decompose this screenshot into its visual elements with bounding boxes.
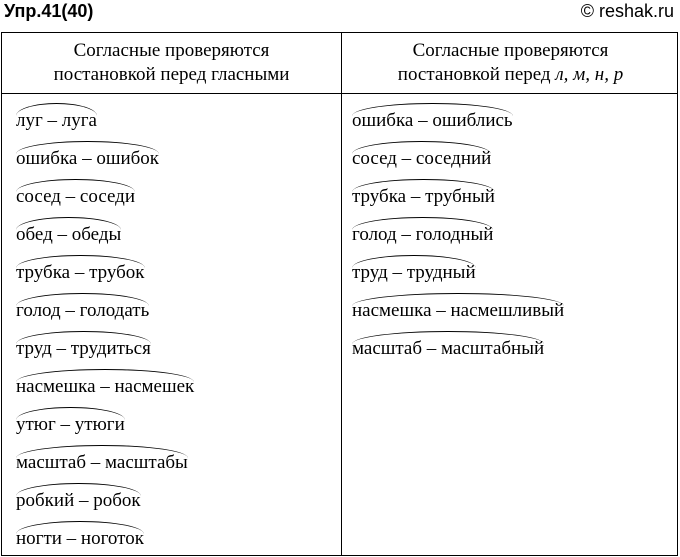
word-pair-row [16, 101, 194, 139]
word-pair-text: голод – голодать [16, 300, 150, 321]
source-watermark: © reshak.ru [580, 1, 674, 21]
word-pair-row [16, 291, 194, 329]
word-pair-row [16, 253, 194, 291]
word-pair-text: ошибка – ошибок [16, 148, 160, 169]
word-pair-row [352, 215, 564, 253]
word-pair-text: сосед – соседи [16, 186, 136, 207]
left-heading-line2: постановкой перед гласными [53, 64, 290, 85]
word-pair-text: обед – обеды [16, 224, 122, 245]
word-pair-text: луг – луга [16, 110, 97, 131]
word-pair-text: масштаб – масштабный [352, 338, 545, 359]
right-column-heading [342, 39, 679, 89]
word-pair-row [352, 253, 564, 291]
right-heading-letters: л, м, н, р [555, 64, 624, 85]
word-pair-text: трубка – трубок [16, 262, 145, 283]
word-pair-row [16, 443, 194, 481]
word-pair-row [352, 101, 564, 139]
column-divider [341, 33, 342, 555]
exercise-title: Упр.41(40) [4, 1, 94, 21]
header-divider [2, 93, 677, 94]
word-pair-row [16, 405, 194, 443]
spelling-table [1, 32, 678, 556]
word-pair-text: сосед – соседний [352, 148, 492, 169]
word-pair-row [16, 481, 194, 519]
word-pair-row [352, 329, 564, 367]
word-pair-row [352, 291, 564, 329]
word-pair-text: насмешка – насмешек [16, 376, 195, 397]
word-pair-row [352, 139, 564, 177]
word-pair-row [16, 215, 194, 253]
word-pair-text: голод – голодный [352, 224, 494, 245]
word-pair-text: труд – трудиться [16, 338, 151, 359]
word-pair-text: ногти – ноготок [16, 528, 144, 549]
word-pair-row [16, 139, 194, 177]
right-heading-line2 [342, 63, 679, 87]
word-pair-row [352, 177, 564, 215]
word-pair-text: трубка – трубный [352, 186, 495, 207]
left-column-list [16, 101, 194, 557]
word-pair-row [16, 329, 194, 367]
word-pair-text: масштаб – масштабы [16, 452, 188, 473]
word-pair-text: ошибка – ошиблись [352, 110, 513, 131]
word-pair-text: утюг – утюги [16, 414, 125, 435]
left-heading-line1: Согласные проверяются [73, 40, 270, 61]
right-heading-prefix: постановкой перед [397, 64, 556, 85]
word-pair-row [16, 367, 194, 405]
word-pair-row [16, 177, 194, 215]
right-heading-line1: Согласные проверяются [412, 40, 609, 61]
right-column-list [352, 101, 564, 367]
word-pair-text: насмешка – насмешливый [352, 300, 565, 321]
word-pair-text: труд – трудный [352, 262, 476, 283]
word-pair-text: робкий – робок [16, 490, 141, 511]
word-pair-row [16, 519, 194, 557]
left-column-heading [2, 39, 341, 89]
